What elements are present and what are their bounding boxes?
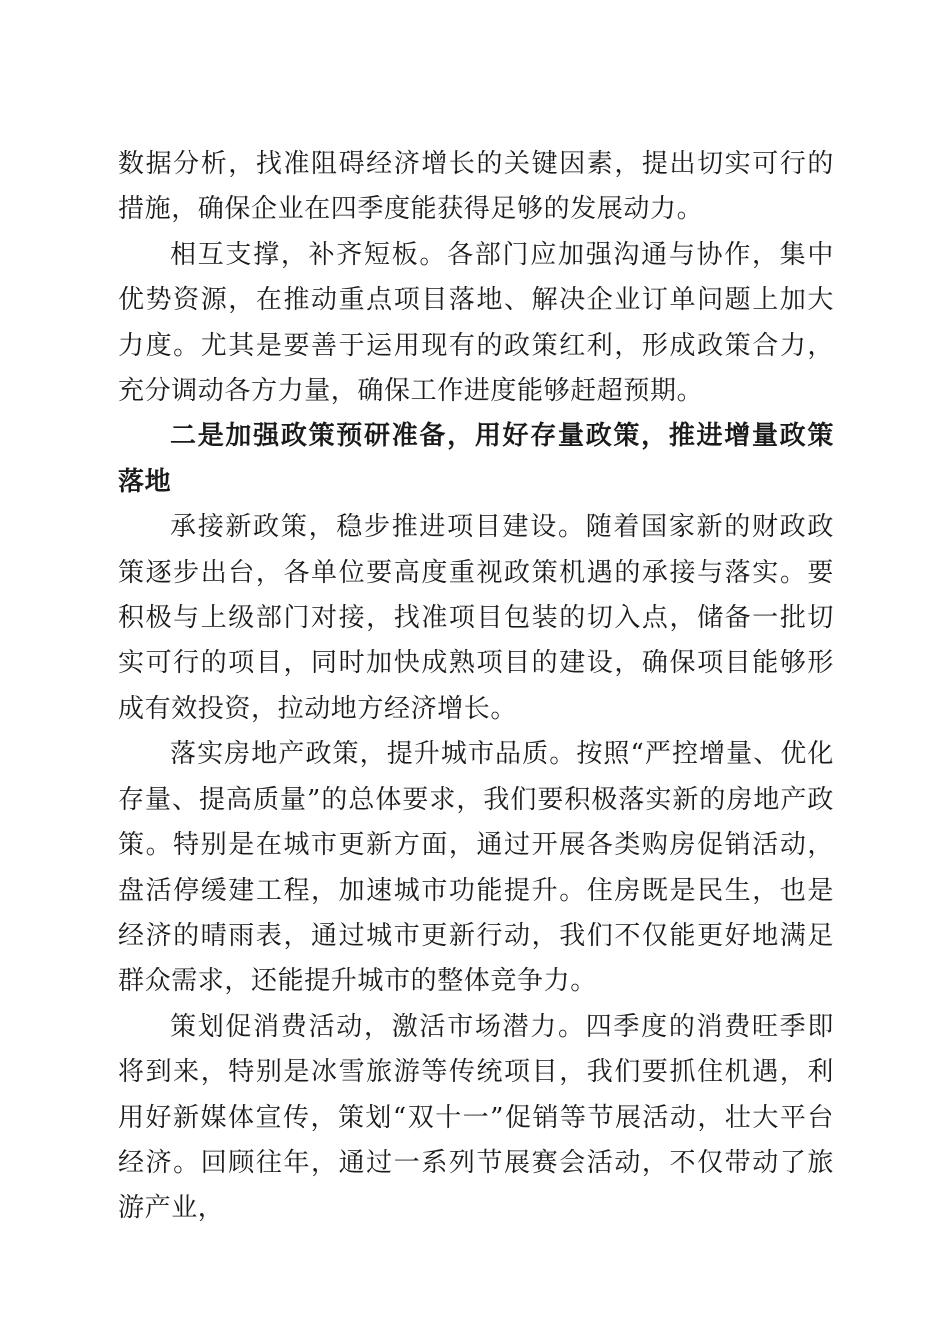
paragraph-real-estate: 落实房地产政策，提升城市品质。按照“严控增量、优化存量、提高质量”的总体要求，我们要积极落实新的房地产政策。特别是在城市更新方面，通过开展各类购房促销活动，盘活停缓建工程，加速城市功能提升。住房既是民生，也是经济的晴雨表，通过城市更新行动，我们不仅能更好地满足群众需求，还能提升城市的整体竞争力。 — [118, 739, 834, 997]
paragraph-continuation: 数据分析，找准阻碍经济增长的关键因素，提出切实可行的措施，确保企业在四季度能获得足够的发展动力。 — [118, 149, 834, 225]
section-heading-policy: 二是加强政策预研准备，用好存量政策，推进增量政策落地 — [118, 421, 834, 497]
paragraph-consumption: 策划促消费活动，激活市场潜力。四季度的消费旺季即将到来，特别是冰雪旅游等传统项目，我们要抓住机遇，利用好新媒体宣传，策划“双十一”促销等节展活动，壮大平台经济。回顾往年，通过一系列节展赛会活动，不仅带动了旅游产业， — [118, 1011, 834, 1224]
document-body — [118, 142, 834, 1232]
paragraph-new-policy: 承接新政策，稳步推进项目建设。随着国家新的财政政策逐步出台，各单位要高度重视政策机遇的承接与落实。要积极与上级部门对接，找准项目包装的切入点，储备一批切实可行的项目，同时加快成熟项目的建设，确保项目能够形成有效投资，拉动地方经济增长。 — [118, 512, 834, 724]
paragraph-mutual-support: 相互支撑，补齐短板。各部门应加强沟通与协作，集中优势资源，在推动重点项目落地、解决企业订单问题上加大力度。尤其是要善于运用现有的政策红利，形成政策合力，充分调动各方力量，确保工作进度能够赶超预期。 — [118, 239, 834, 407]
